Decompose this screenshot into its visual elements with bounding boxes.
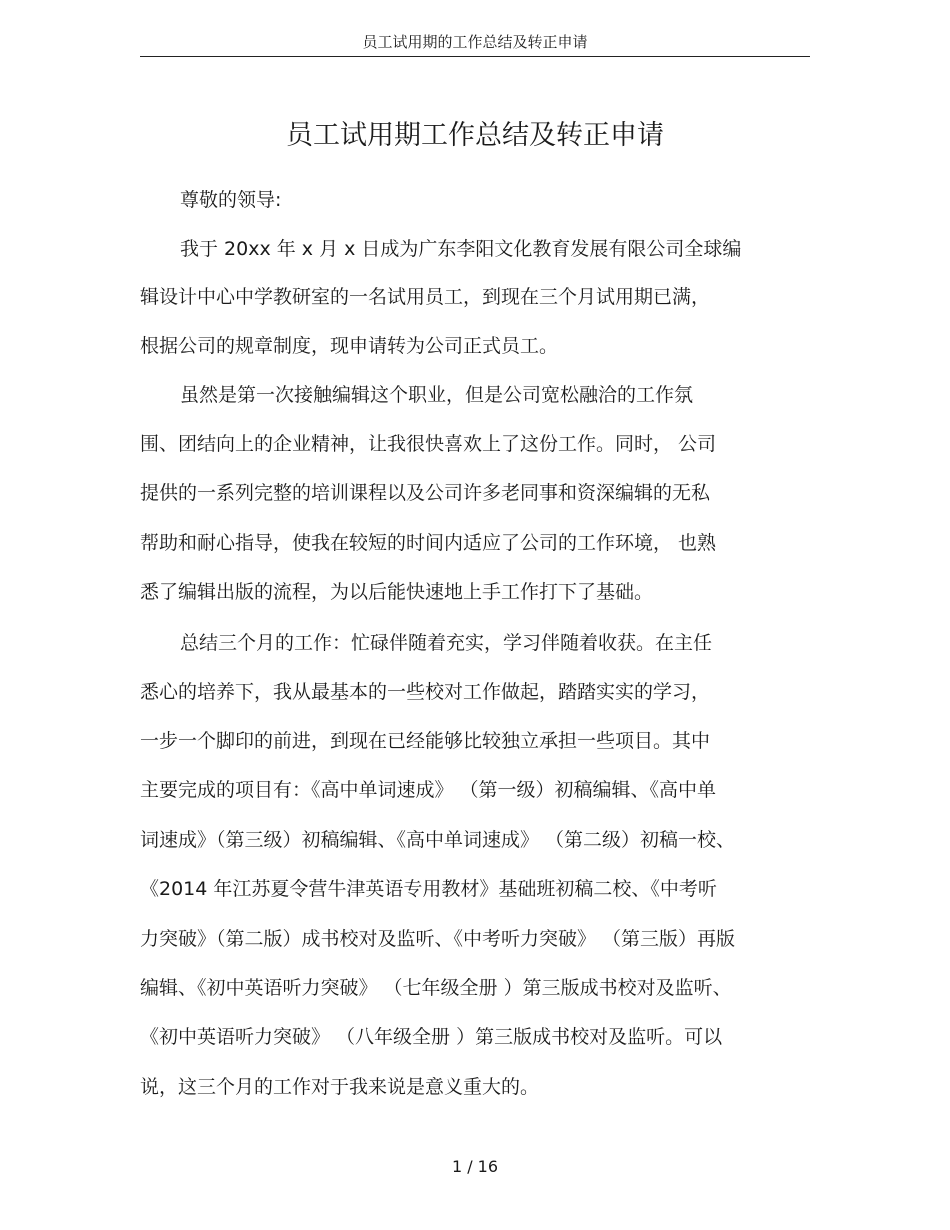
paragraph-3-line: 总结三个月的工作：忙碌伴随着充实，学习伴随着收获。在主任 [180,632,713,654]
page-number: 1 / 16 [451,1157,499,1176]
paragraph-2-line: 提供的一系列完整的培训课程以及公司许多老同事和资深编辑的无私 [140,482,711,504]
paragraph-3-line: 词速成》（第三级）初稿编辑、《高中单词速成》 （第二级）初稿一校、 [140,829,736,851]
paragraph-3-line: 主要完成的项目有：《高中单词速成》 （第一级）初稿编辑、《高中单 [140,779,717,801]
paragraph-1-line: 辑设计中心中学教研室的一名试用员工，到现在三个月试用期已满， [140,286,711,308]
salutation: 尊敬的领导: [180,189,282,211]
paragraph-3-line: 力突破》（第二版）成书校对及监听、《中考听力突破》 （第三版）再版 [140,928,736,950]
paragraph-3-line: 说，这三个月的工作对于我来说是意义重大的。 [140,1076,540,1098]
paragraph-3-line: 一步一个脚印的前进，到现在已经能够比较独立承担一些项目。其中 [140,730,711,752]
document-title: 员工试用期工作总结及转正申请 [286,120,664,151]
paragraph-3-line: 《初中英语听力突破》 （八年级全册 ）第三版成书校对及监听。可以 [140,1026,723,1048]
header-divider [140,56,810,57]
paragraph-2-line: 帮助和耐心指导，使我在较短的时间内适应了公司的工作环境， 也熟 [140,532,717,554]
paragraph-2-line: 围、团结向上的企业精神，让我很快喜欢上了这份工作。同时， 公司 [140,433,717,455]
paragraph-1-line: 我于 20xx 年 x 月 x 日成为广东李阳文化教育发展有限公司全球编 [180,238,742,260]
paragraph-3-line: 《2014 年江苏夏令营牛津英语专用教材》基础班初稿二校、《中考听 [140,878,717,900]
paragraph-2-line: 悉了编辑出版的流程，为以后能快速地上手工作打下了基础。 [140,581,654,603]
running-header-title: 员工试用期的工作总结及转正申请 [362,33,588,51]
paragraph-1-line: 根据公司的规章制度，现申请转为公司正式员工。 [140,335,559,357]
paragraph-3-line: 编辑、《初中英语听力突破》 （七年级全册 ）第三版成书校对及监听、 [140,977,732,999]
paragraph-2-line: 虽然是第一次接触编辑这个职业，但是公司宽松融洽的工作氛 [180,384,694,406]
paragraph-3-line: 悉心的培养下，我从最基本的一些校对工作做起，踏踏实实的学习， [140,681,711,703]
